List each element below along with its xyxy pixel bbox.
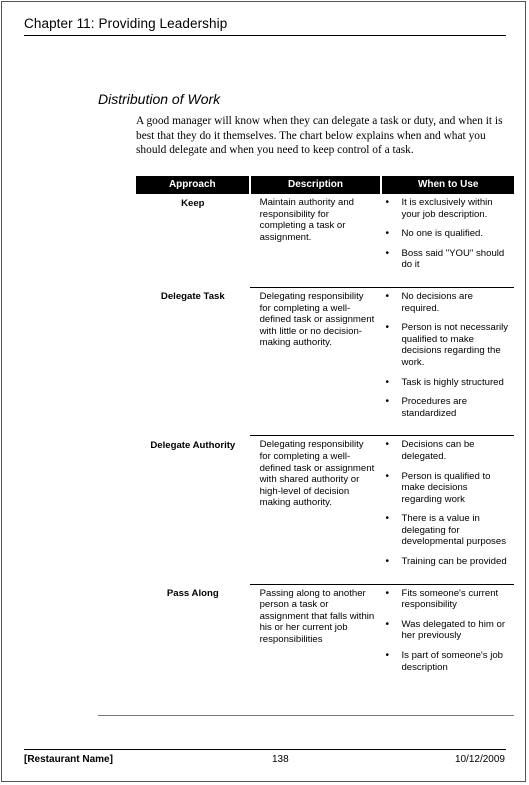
- description-cell: Delegating responsibility for completing a well-defined task or assignment with shared authority or high-level of decision making authority.: [250, 436, 382, 584]
- header-approach: Approach: [136, 176, 250, 194]
- table-row: [136, 436, 514, 584]
- bullet-item: • Person is not necessarily qualified to make decisions regarding the work.: [381, 322, 510, 368]
- bullet-item: • Decisions can be delegated.: [381, 439, 510, 462]
- footer-restaurant-name: [Restaurant Name]: [24, 754, 113, 765]
- when-to-use-cell: [381, 194, 514, 287]
- bullet-list: [381, 439, 514, 567]
- footer-date: 10/12/2009: [454, 754, 505, 765]
- approach-cell: Pass Along: [166, 588, 219, 600]
- header-description: Description: [250, 176, 382, 194]
- bullet-item: • Boss said "YOU" should do it: [381, 248, 510, 271]
- when-to-use-cell: [381, 436, 514, 584]
- table-row: [136, 287, 514, 435]
- footer-divider: [24, 749, 506, 750]
- header-divider: [24, 35, 506, 36]
- content-end-divider: [98, 715, 514, 716]
- table-header-row: [136, 176, 514, 194]
- approach-cell: Keep: [181, 198, 205, 209]
- bullet-item: • There is a value in delegating for developmental purposes: [381, 513, 510, 548]
- bullet-item: • Training can be provided: [381, 556, 510, 568]
- approach-cell: Delegate Task: [160, 291, 225, 303]
- bullet-item: • Fits someone's current responsibility: [381, 588, 510, 611]
- bullet-item: • Was delegated to him or her previously: [381, 619, 510, 642]
- bullet-item: • Person is qualified to make decisions regarding work: [381, 471, 510, 506]
- table-row: [136, 194, 514, 287]
- bullet-item: • Task is highly structured: [381, 377, 510, 389]
- when-to-use-cell: [381, 584, 514, 689]
- intro-paragraph: A good manager will know when they can delegate a task or duty, and when it is best that they do it themselves. The chart below explains when and what you should delegate and when you need to keep control of a task.: [136, 115, 503, 157]
- bullet-item: • Procedures are standardized: [381, 396, 510, 419]
- delegation-table: [136, 176, 514, 689]
- description-cell: Delegating responsibility for completing a well-defined task or assignment with little or no decision-making authority.: [250, 287, 382, 435]
- bullet-list: [381, 588, 514, 674]
- description-cell: Passing along to another person a task or assignment that falls within his or her current job responsibilities: [250, 584, 382, 689]
- footer-page-number: 138: [272, 754, 289, 765]
- when-to-use-cell: [381, 287, 514, 435]
- approach-cell: Delegate Authority: [150, 439, 236, 451]
- bullet-item: • It is exclusively within your job description.: [381, 197, 510, 220]
- bullet-list: [381, 291, 514, 419]
- bullet-list: [381, 197, 514, 271]
- description-cell: Maintain authority and responsibility for completing a task or assignment.: [259, 197, 354, 243]
- section-title: Distribution of Work: [98, 91, 221, 107]
- table-row: [136, 584, 514, 689]
- chapter-title: Chapter 11: Providing Leadership: [24, 16, 228, 31]
- bullet-item: • No decisions are required.: [381, 291, 510, 314]
- bullet-item: • Is part of someone's job description: [381, 650, 510, 673]
- header-when-to-use: When to Use: [381, 176, 514, 194]
- bullet-item: • No one is qualified.: [381, 228, 510, 240]
